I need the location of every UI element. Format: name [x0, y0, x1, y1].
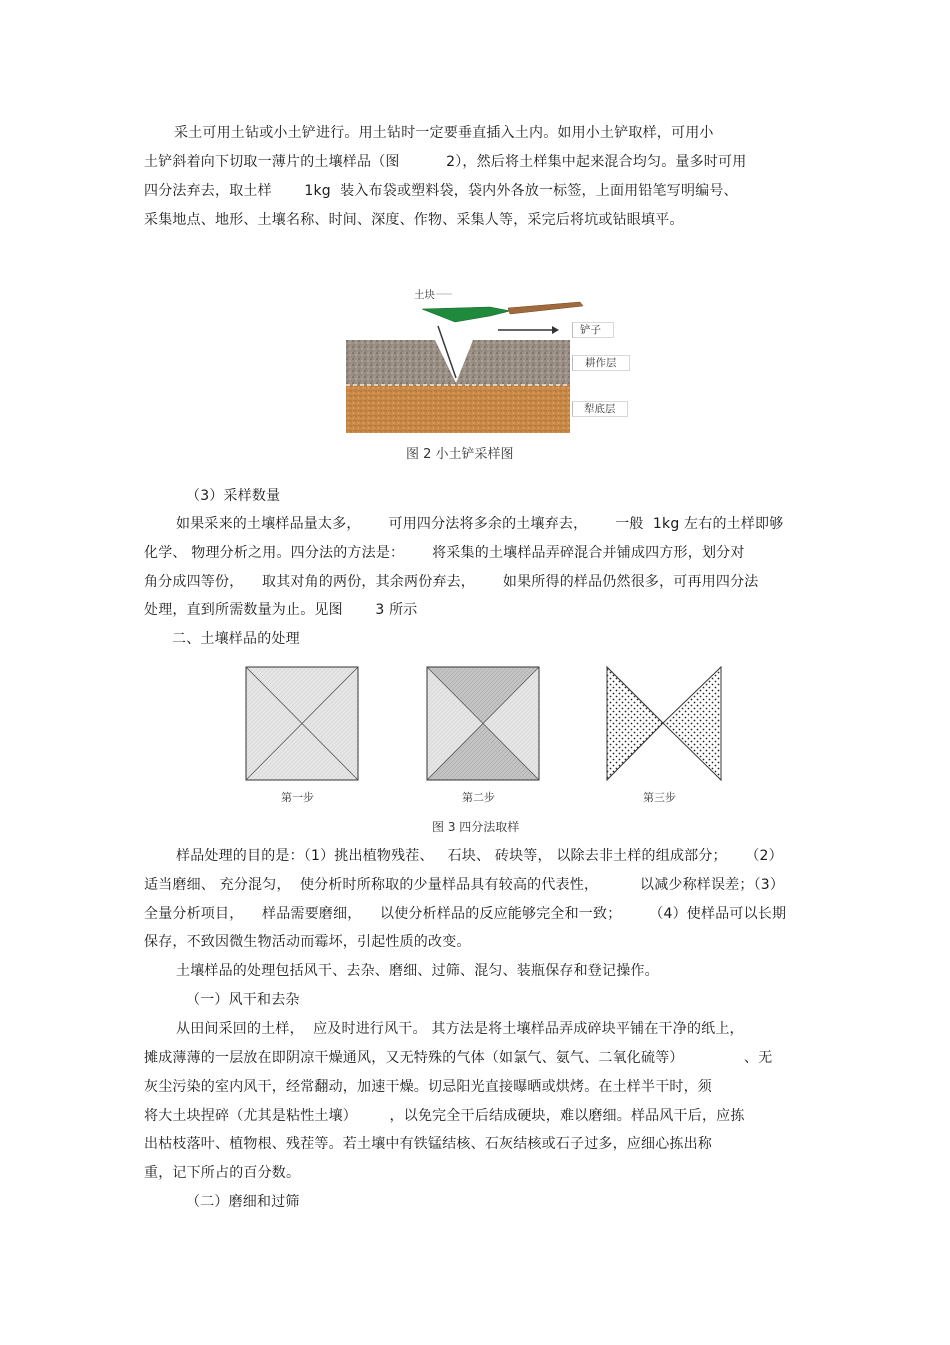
figure-3-quartering-diagram [240, 662, 730, 787]
para3-line-3: 全量分析项目， 样品需要磨细， 以使分析样品的反应能够完全和一致； （4）使样品可以长期 [144, 906, 787, 922]
para3-line-1: 样品处理的目的是：（1）挑出植物残茬、 石块、 砖块等， 以除去非土样的组成部分； （2） [176, 848, 783, 864]
plowpan-layer [346, 385, 570, 433]
heading-2: 二、土壤样品的处理 [172, 631, 300, 647]
step-2-label: 第二步 [462, 791, 495, 804]
figure-3-caption: 图 3 四分法取样 [432, 820, 520, 834]
shovel-blade [422, 307, 510, 322]
para3-line-4: 保存，不致因微生物活动而霉坏，引起性质的改变。 [144, 934, 471, 950]
para5-line-6: 重，记下所占的百分数。 [144, 1165, 301, 1181]
para1-line-4: 采集地点、地形、土壤名称、时间、深度、作物、采集人等，采完后将坑或钻眼填平。 [144, 212, 684, 228]
para1-line-1: 采土可用土钻或小土铲进行。用土钻时一定要垂直插入土内。如用小土铲取样，可用小 [174, 125, 714, 141]
label-shovel: 铲子 [580, 324, 601, 336]
para5-line-4: 将大土块捏碎（尤其是粘性土壤） ，以免完全干后结成硬块，难以磨细。样品风干后，应拣 [144, 1108, 745, 1124]
topsoil-layer [346, 340, 570, 385]
step-3-bowtie [607, 667, 721, 780]
label-soil-clod: 土块 [414, 289, 435, 301]
label-plowpan: 犁底层 [584, 403, 616, 415]
para5-line-5: 出枯枝落叶、植物根、残茬等。若土壤中有铁锰结核、石灰结核或石子过多，应细心拣出称 [144, 1136, 712, 1152]
step-1-label: 第一步 [281, 791, 314, 804]
subsection-1-title: （一）风干和去杂 [186, 992, 300, 1008]
para4: 土壤样品的处理包括风干、去杂、磨细、过筛、混匀、装瓶保存和登记操作。 [176, 963, 659, 979]
step-3-label: 第三步 [643, 791, 676, 804]
para5-line-3: 灰尘污染的室内风干，经常翻动，加速干燥。切忌阳光直接曝晒或烘烤。在土样半干时，须 [144, 1079, 712, 1095]
step-2-square [427, 667, 539, 780]
shovel-handle [508, 302, 583, 314]
para2-line-3: 角分成四等份， 取其对角的两份，其余两份弃去， 如果所得的样品仍然很多，可再用四分法 [144, 574, 759, 590]
para2-line-1: 如果采来的土壤样品量太多， 可用四分法将多余的土壤弃去， 一般 1kg 左右的土样即够 [176, 516, 784, 532]
para1-line-2: 土铲斜着向下切取一薄片的土壤样品（图 2），然后将土样集中起来混合均匀。量多时可用 [144, 154, 747, 170]
para5-line-2: 摊成薄薄的一层放在即阴凉干燥通风，又无特殊的气体（如氯气、氨气、二氧化硫等） 、无 [144, 1050, 773, 1066]
subsection-2-title: （二）磨细和过筛 [186, 1194, 300, 1210]
step-1-square [246, 667, 358, 780]
para1-line-3: 四分法弃去，取土样 1kg 装入布袋或塑料袋，袋内外各放一标签，上面用铅笔写明编号、 [144, 183, 738, 199]
figure-2-caption: 图 2 小土铲采样图 [406, 447, 514, 462]
label-topsoil: 耕作层 [585, 357, 617, 369]
para2-line-2: 化学、 物理分析之用。四分法的方法是： 将采集的土壤样品弄碎混合并铺成四方形，划分对 [144, 545, 745, 561]
section-3-title: （3）采样数量 [186, 488, 281, 504]
para3-line-2: 适当磨细、 充分混匀， 使分析时所称取的少量样品具有较高的代表性， 以减少称样误差；（3） [144, 877, 785, 893]
para5-line-1: 从田间采回的土样， 应及时进行风干。 其方法是将土壤样品弄成碎块平铺在干净的纸上， [176, 1021, 744, 1037]
para2-line-4: 处理，直到所需数量为止。见图 3 所示 [144, 602, 418, 618]
